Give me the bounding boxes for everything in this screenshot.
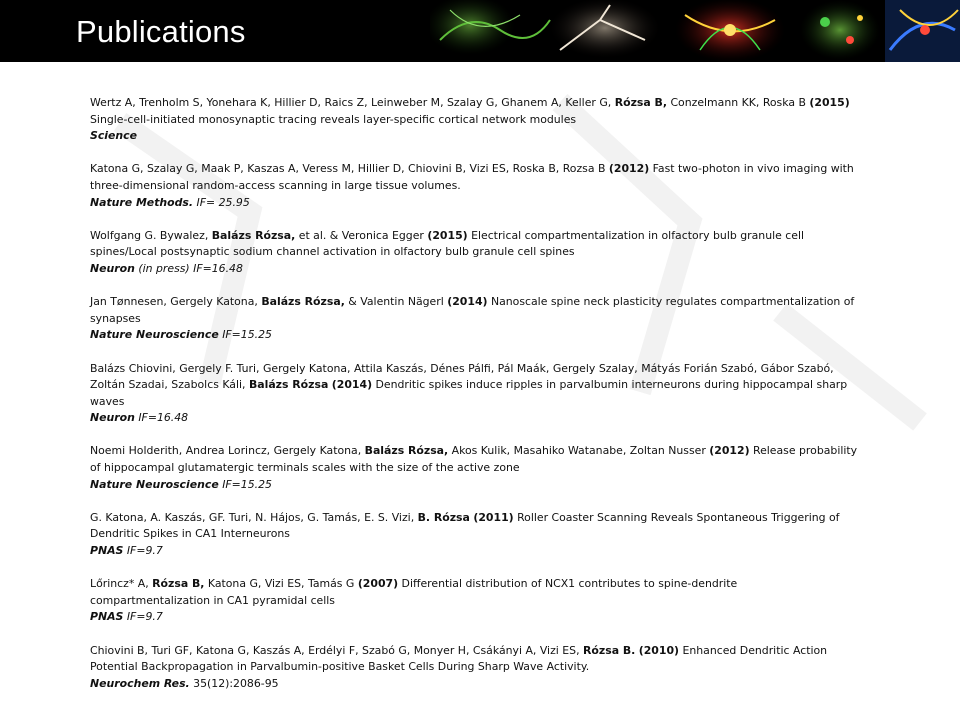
journal-name: PNAS (90, 544, 124, 558)
journal-line (90, 609, 860, 626)
page-title: Publications (76, 14, 246, 49)
impact-factor: IF=9.7 (123, 544, 163, 558)
journal-name: Nature Neuroscience (90, 328, 219, 342)
publication-line: Wolfgang G. Bywalez, Balázs Rózsa, et al. & Veronica Egger (2015) Electrical compartmentalization in olfactory bulb granule cell (90, 228, 805, 242)
journal-line (90, 327, 860, 344)
publication-entry (90, 294, 860, 344)
publication-entry (90, 228, 860, 278)
publication-entry (90, 576, 860, 626)
publication-line: Wertz A, Trenholm S, Yonehara K, Hillier D, Raics Z, Leinweber M, Szalay G, Ghanem A, Keller G, Rózsa B, Conzelmann KK, Roska B (2015) (90, 96, 850, 109)
publication-line: Noemi Holderith, Andrea Lorincz, Gergely Katona, Balázs Rózsa, Akos Kulik, Masahiko Watanabe, Zoltan Nusser (2012) Release probability (90, 444, 858, 458)
impact-factor: IF=9.7 (123, 610, 163, 624)
publication-entry (90, 161, 860, 211)
publication-line: compartmentalization in CA1 pyramidal cells (90, 593, 335, 607)
journal-name: Neuron (90, 261, 135, 275)
publication-line: of hippocampal glutamatergic terminals scales with the size of the active zone (90, 461, 520, 475)
publication-entry (90, 443, 860, 493)
impact-factor: IF=15.25 (218, 328, 272, 342)
journal-name: Neurochem Res. (90, 676, 190, 690)
publication-line: G. Katona, A. Kaszás, GF. Turi, N. Hájos, G. Tamás, E. S. Vizi, B. Rózsa (2011) Roller Coaster Scanning Reveals Spontaneous Triggering of (90, 510, 840, 524)
impact-factor: IF= 25.95 (193, 195, 250, 209)
publication-line: Jan Tønnesen, Gergely Katona, Balázs Rózsa, & Valentin Nägerl (2014) Nanoscale spine neck plasticity regulates compartmentalization of (90, 295, 855, 309)
publication-entry (90, 95, 860, 145)
journal-name: Neuron (90, 411, 135, 425)
publication-line: Single-cell-initiated monosynaptic tracing reveals layer-specific cortical network modules (90, 112, 577, 126)
journal-line (90, 410, 860, 427)
impact-factor: 35(12):2086-95 (189, 676, 279, 690)
publication-list (90, 95, 860, 709)
publication-line: Zoltán Szadai, Szabolcs Káli, Balázs Rózsa (2014) Dendritic spikes induce ripples in parvalbumin interneurons during hippocampal sharp (90, 378, 848, 392)
publication-line: Katona G, Szalay G, Maak P, Kaszas A, Veress M, Hillier D, Chiovini B, Vizi ES, Roska B, Rozsa B (2012) Fast two-photon in vivo imaging with (90, 162, 854, 176)
publication-entry (90, 510, 860, 560)
microscopy-image-strip (430, 0, 960, 62)
publication-line: Balázs Chiovini, Gergely F. Turi, Gergely Katona, Attila Kaszás, Dénes Pálfi, Pál Maák, Gergely Szalay, Mátyás Forián Szabó, Gábor Szabó, (90, 361, 834, 375)
publication-line: three-dimensional random-access scanning in large tissue volumes. (90, 178, 461, 192)
publication-line: Chiovini B, Turi GF, Katona G, Kaszás A, Erdélyi F, Szabó G, Monyer H, Csákányi A, Vizi ES, Rózsa B. (2010) Enhanced Dendritic Action (90, 643, 828, 657)
impact-factor: IF=16.48 (134, 411, 189, 425)
journal-line (90, 543, 860, 560)
journal-name: Nature Methods. (90, 195, 194, 209)
impact-factor: (in press) IF=16.48 (134, 261, 243, 275)
publication-line: spines/Local postsynaptic sodium channel activation in olfactory bulb granule cell spines (90, 245, 575, 259)
journal-name: PNAS (90, 610, 124, 624)
journal-line (90, 195, 860, 212)
journal-line (90, 676, 860, 693)
publication-line: Lőrincz* A, Rózsa B, Katona G, Vizi ES, Tamás G (2007) Differential distribution of NCX1 contributes to spine-dendrite (90, 577, 738, 591)
header-banner (0, 0, 960, 62)
publication-line: Dendritic Spikes in CA1 Interneurons (90, 527, 290, 541)
journal-line (90, 128, 860, 145)
journal-line (90, 477, 860, 494)
publication-line: synapses (90, 311, 141, 325)
journal-name: Science (90, 129, 138, 143)
publication-entry (90, 643, 860, 693)
journal-line (90, 261, 860, 278)
impact-factor: IF=15.25 (218, 477, 272, 491)
publication-line: waves (90, 394, 125, 408)
journal-name: Nature Neuroscience (90, 477, 219, 491)
publication-line: Potential Backpropagation in Parvalbumin-positive Basket Cells During Sharp Wave Activity. (90, 660, 590, 674)
publication-entry (90, 361, 860, 427)
